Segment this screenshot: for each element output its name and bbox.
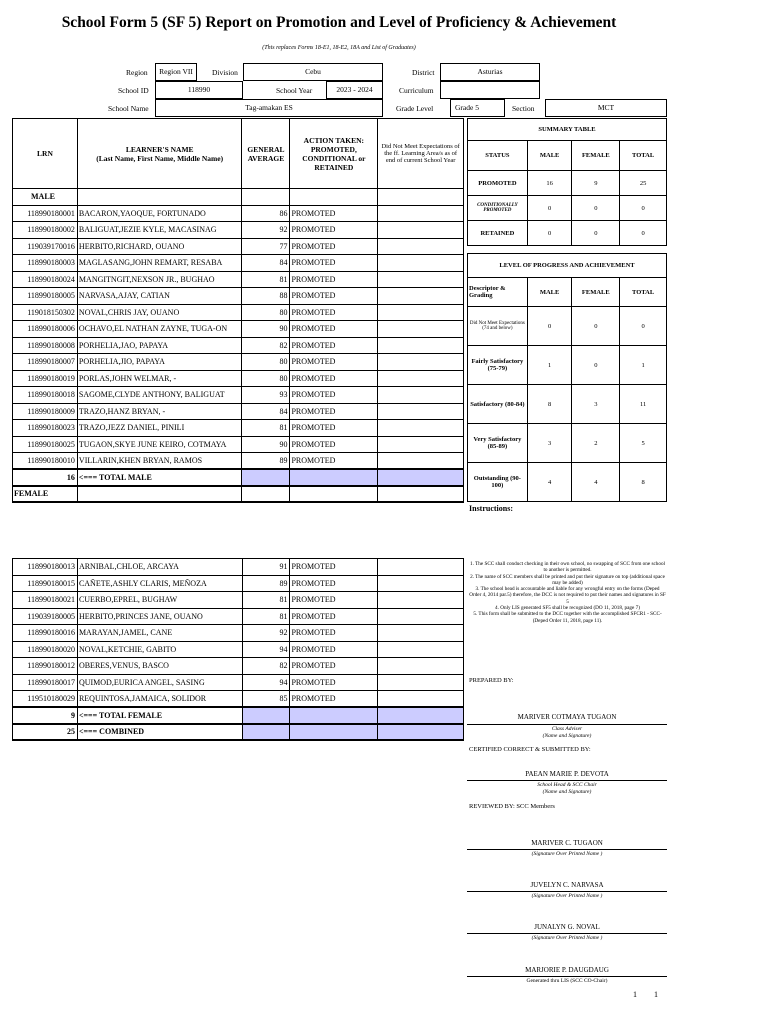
learner-lrn: 119510180029 xyxy=(13,691,78,708)
prepared-by-label: PREPARED BY: xyxy=(469,677,514,684)
col-name-header: LEARNER'S NAME (Last Name, First Name, Middle Name) xyxy=(77,119,242,189)
section-field: MCT xyxy=(545,99,667,117)
section-label: Section xyxy=(512,104,535,113)
reviewed-label: REVIEWED BY: SCC Members xyxy=(469,803,555,810)
learner-name: ARNIBAL,CHLOE, ARCAYA xyxy=(77,559,242,576)
instruction-item: 1. The SCC shall conduct checking in their own school, no swapping of SCC from one school to another is permitted. xyxy=(470,561,665,574)
table-row xyxy=(13,453,464,470)
table-row xyxy=(13,641,464,658)
learner-name: PORHELIA,JIO, PAPAYA xyxy=(77,354,242,371)
learner-lrn: 118990180019 xyxy=(13,370,78,387)
learner-name: OBERES,VENUS, BASCO xyxy=(77,658,242,675)
learner-average: 92 xyxy=(242,222,290,239)
district-label: District xyxy=(412,68,435,77)
learner-name: OCHAVO,EL NATHAN ZAYNE, TUGA-ON xyxy=(77,321,242,338)
learner-average: 82 xyxy=(242,658,290,675)
learner-average: 93 xyxy=(242,387,290,404)
learner-action: PROMOTED xyxy=(290,420,378,437)
learner-action: PROMOTED xyxy=(290,559,378,576)
learner-action: PROMOTED xyxy=(290,691,378,708)
learner-name: HERBITO,PRINCES JANE, OUANO xyxy=(77,608,242,625)
district-field: Asturias xyxy=(440,63,540,81)
progress-total: 1 xyxy=(620,346,667,385)
table-row xyxy=(13,304,464,321)
certified-label: CERTIFIED CORRECT & SUBMITTED BY: xyxy=(469,746,591,753)
summary-header-total: TOTAL xyxy=(620,141,667,171)
school-name-field: Tag-amakan ES xyxy=(155,99,383,117)
head-role: School Head & SCC Chair xyxy=(537,782,597,788)
table-row xyxy=(13,370,464,387)
adviser-name: MARIVER COTMAYA TUGAON xyxy=(517,713,617,721)
learner-lrn: 118990180012 xyxy=(13,658,78,675)
learner-action: PROMOTED xyxy=(290,321,378,338)
progress-female: 4 xyxy=(572,463,620,502)
adviser-sub: (Name and Signature) xyxy=(542,733,592,739)
summary-male: 0 xyxy=(527,221,572,246)
learner-lrn: 118990180021 xyxy=(13,592,78,609)
progress-female: 2 xyxy=(572,424,620,463)
combined-label: <=== COMBINED xyxy=(77,724,242,741)
instruction-item: 5. This form shall be submitted to the DCC together with the accomplished SFCR1 - SCC- (Deped Order 11, 2018, page 11). xyxy=(473,611,662,624)
member-1-name: MARIVER C. TUGAON xyxy=(531,839,603,847)
table-row xyxy=(13,592,464,609)
learner-action: PROMOTED xyxy=(290,354,378,371)
learner-action: PROMOTED xyxy=(290,592,378,609)
summary-header-male: MALE xyxy=(527,141,572,171)
male-section-label: MALE xyxy=(13,189,78,206)
instruction-item: 4. Only LIS generated SF5 shall be recognized (DO 11, 2018, page 7) xyxy=(495,605,640,612)
progress-desc: Satisfactory (80-84) xyxy=(468,385,528,424)
learner-name: NOVAL,KETCHIE, GABITO xyxy=(77,641,242,658)
learner-notmet xyxy=(378,222,464,239)
summary-table xyxy=(467,118,667,246)
learner-notmet xyxy=(378,337,464,354)
progress-male: 4 xyxy=(527,463,572,502)
progress-header-male: MALE xyxy=(527,278,572,307)
progress-row xyxy=(468,385,667,424)
table-row xyxy=(13,403,464,420)
female-section-label: FEMALE xyxy=(13,486,78,503)
progress-total: 0 xyxy=(620,307,667,346)
table-row xyxy=(13,337,464,354)
learner-average: 80 xyxy=(242,370,290,387)
learner-average: 89 xyxy=(242,575,290,592)
progress-header-female: FEMALE xyxy=(572,278,620,307)
learner-notmet xyxy=(378,403,464,420)
division-label: Division xyxy=(212,68,238,77)
member-2-name: JUVELYN C. NARVASA xyxy=(530,881,604,889)
combined-count: 25 xyxy=(13,724,78,741)
learner-action: PROMOTED xyxy=(290,674,378,691)
school-id-field: 118990 xyxy=(155,81,243,99)
col-notmet-header: Did Not Meet Expectations of the ff. Learning Area/s as of end of current School Year xyxy=(378,119,464,189)
learner-lrn: 118990180020 xyxy=(13,641,78,658)
co-chair-name: MARJORIE P. DAUGDAUG xyxy=(525,966,609,974)
learner-notmet xyxy=(378,238,464,255)
summary-header-status: STATUS xyxy=(468,141,528,171)
learner-notmet xyxy=(378,354,464,371)
learner-lrn: 118990180006 xyxy=(13,321,78,338)
summary-female: 9 xyxy=(572,171,620,196)
learner-action: PROMOTED xyxy=(290,436,378,453)
female-learners-table xyxy=(12,558,464,741)
table-row xyxy=(13,608,464,625)
learner-notmet xyxy=(378,559,464,576)
head-sub: (Name and Signature) xyxy=(542,789,592,795)
learner-lrn: 118990180001 xyxy=(13,205,78,222)
progress-header-total: TOTAL xyxy=(620,278,667,307)
progress-female: 3 xyxy=(572,385,620,424)
instruction-item: 2. The name of SCC members shall be printed and put their signature on top (additional space may be added) xyxy=(470,573,665,586)
learner-average: 89 xyxy=(242,453,290,470)
learner-average: 84 xyxy=(242,403,290,420)
learner-lrn: 118990180015 xyxy=(13,575,78,592)
learner-notmet xyxy=(378,370,464,387)
learner-notmet xyxy=(378,691,464,708)
page-total: 1 xyxy=(654,990,658,999)
learner-average: 90 xyxy=(242,321,290,338)
learner-action: PROMOTED xyxy=(290,370,378,387)
learner-notmet xyxy=(378,453,464,470)
page-number: 1 xyxy=(633,990,637,999)
school-name-label: School Name xyxy=(108,104,149,113)
progress-row xyxy=(468,424,667,463)
summary-male: 0 xyxy=(527,196,572,221)
learner-lrn: 119039180005 xyxy=(13,608,78,625)
progress-male: 3 xyxy=(527,424,572,463)
learner-average: 81 xyxy=(242,420,290,437)
school-id-label: School ID xyxy=(118,86,149,95)
learner-action: PROMOTED xyxy=(290,337,378,354)
school-year-field: 2023 - 2024 xyxy=(326,81,383,99)
total-male-label: <=== TOTAL MALE xyxy=(77,469,242,486)
summary-row xyxy=(468,196,667,221)
learner-action: PROMOTED xyxy=(290,658,378,675)
member-1-sub: (Signature Over Printed Name ) xyxy=(531,851,603,857)
learner-average: 84 xyxy=(242,255,290,272)
summary-male: 16 xyxy=(527,171,572,196)
progress-title: LEVEL OF PROGRESS AND ACHIEVEMENT xyxy=(468,254,667,278)
learner-average: 80 xyxy=(242,354,290,371)
learner-average: 94 xyxy=(242,674,290,691)
learner-action: PROMOTED xyxy=(290,304,378,321)
learner-lrn: 118990180005 xyxy=(13,288,78,305)
learner-lrn: 119018150302 xyxy=(13,304,78,321)
table-row xyxy=(13,625,464,642)
learner-action: PROMOTED xyxy=(290,205,378,222)
learner-action: PROMOTED xyxy=(290,641,378,658)
learner-average: 81 xyxy=(242,608,290,625)
learner-name: HERBITO,RICHARD, OUANO xyxy=(77,238,242,255)
table-row xyxy=(13,674,464,691)
summary-status: PROMOTED xyxy=(468,171,528,196)
learner-notmet xyxy=(378,271,464,288)
learner-name: MARAYAN,JAMEL, CANE xyxy=(77,625,242,642)
progress-row xyxy=(468,463,667,502)
member-2-sub: (Signature Over Printed Name ) xyxy=(531,893,603,899)
table-row xyxy=(13,288,464,305)
table-row xyxy=(13,205,464,222)
progress-row xyxy=(468,346,667,385)
progress-row xyxy=(468,307,667,346)
progress-desc: Did Not Meet Expectations (74 and below) xyxy=(468,307,528,346)
total-female-label: <=== TOTAL FEMALE xyxy=(77,707,242,724)
total-male-count: 16 xyxy=(13,469,78,486)
instruction-item: 3. The school head is accountable and liable for any wrongful entry on the forms (Deped Order 4, 2014 par.5) therefore, the DCC is not required to put their names and signatures in SF 5 xyxy=(469,586,666,605)
learner-name: TRAZO,HANZ BRYAN, - xyxy=(77,403,242,420)
summary-header-female: FEMALE xyxy=(572,141,620,171)
col-lrn-header: LRN xyxy=(13,119,78,189)
learner-lrn: 118990180024 xyxy=(13,271,78,288)
learner-notmet xyxy=(378,641,464,658)
learner-name: VILLARIN,KHEN BRYAN, RAMOS xyxy=(77,453,242,470)
learner-lrn: 118990180018 xyxy=(13,387,78,404)
learner-average: 81 xyxy=(242,271,290,288)
progress-desc: Fairly Satisfactory (75-79) xyxy=(468,346,528,385)
learner-name: NARVASA,AJAY, CATIAN xyxy=(77,288,242,305)
table-row xyxy=(13,354,464,371)
summary-status: RETAINED xyxy=(468,221,528,246)
learner-name: TUGAON,SKYE JUNE KEIRO, COTMAYA xyxy=(77,436,242,453)
learner-lrn: 118990180003 xyxy=(13,255,78,272)
learner-average: 90 xyxy=(242,436,290,453)
progress-male: 8 xyxy=(527,385,572,424)
learner-notmet xyxy=(378,205,464,222)
learner-notmet xyxy=(378,608,464,625)
learner-action: PROMOTED xyxy=(290,255,378,272)
table-row xyxy=(13,436,464,453)
learner-notmet xyxy=(378,625,464,642)
learner-lrn: 118990180010 xyxy=(13,453,78,470)
table-row xyxy=(13,387,464,404)
learner-average: 88 xyxy=(242,288,290,305)
progress-header-desc: Descriptor & Grading xyxy=(468,278,528,307)
region-field: Region VII xyxy=(155,63,197,81)
col-action-header: ACTION TAKEN: PROMOTED, CONDITIONAL or RETAINED xyxy=(290,119,378,189)
learner-action: PROMOTED xyxy=(290,608,378,625)
progress-female: 0 xyxy=(572,307,620,346)
table-row xyxy=(13,658,464,675)
progress-desc: Very Satisfactory (85-89) xyxy=(468,424,528,463)
progress-female: 0 xyxy=(572,346,620,385)
table-row xyxy=(13,271,464,288)
summary-female: 0 xyxy=(572,196,620,221)
table-row xyxy=(13,575,464,592)
table-row xyxy=(13,691,464,708)
table-row xyxy=(13,559,464,576)
learner-lrn: 118990180016 xyxy=(13,625,78,642)
head-name: PAEAN MARIE P. DEVOTA xyxy=(525,770,609,778)
learner-notmet xyxy=(378,420,464,437)
learner-average: 82 xyxy=(242,337,290,354)
learner-average: 81 xyxy=(242,592,290,609)
table-row xyxy=(13,238,464,255)
page-title: School Form 5 (SF 5) Report on Promotion and Level of Proficiency & Achievement xyxy=(61,14,617,31)
progress-desc: Outstanding (90-100) xyxy=(468,463,528,502)
learner-lrn: 118990180007 xyxy=(13,354,78,371)
summary-female: 0 xyxy=(572,221,620,246)
division-field: Cebu xyxy=(243,63,383,81)
learner-notmet xyxy=(378,321,464,338)
table-row xyxy=(13,255,464,272)
learner-name: NOVAL,CHRIS JAY, OUANO xyxy=(77,304,242,321)
learner-name: SAGOME,CLYDE ANTHONY, BALIGUAT xyxy=(77,387,242,404)
table-row xyxy=(13,420,464,437)
learner-action: PROMOTED xyxy=(290,271,378,288)
learner-name: PORHELIA,JAO, PAPAYA xyxy=(77,337,242,354)
learner-average: 94 xyxy=(242,641,290,658)
learner-average: 92 xyxy=(242,625,290,642)
learner-average: 85 xyxy=(242,691,290,708)
learner-average: 80 xyxy=(242,304,290,321)
learner-lrn: 118990180002 xyxy=(13,222,78,239)
curriculum-field xyxy=(440,81,540,99)
learner-lrn: 119039170016 xyxy=(13,238,78,255)
progress-total: 5 xyxy=(620,424,667,463)
summary-status: CONDITIONALLY PROMOTED xyxy=(468,196,528,221)
learner-lrn: 118990180017 xyxy=(13,674,78,691)
learner-notmet xyxy=(378,658,464,675)
learner-name: CAÑETE,ASHLY CLARIS, MEÑOZA xyxy=(77,575,242,592)
progress-table xyxy=(467,253,667,502)
learner-notmet xyxy=(378,592,464,609)
page-subtitle: (This replaces Forms 18-E1, 18-E2, 18A and List of Graduates) xyxy=(262,45,416,51)
male-learners-table xyxy=(12,118,464,503)
adviser-role: Class Adviser xyxy=(551,726,583,732)
col-average-header: GENERAL AVERAGE xyxy=(242,119,290,189)
learner-notmet xyxy=(378,674,464,691)
learner-action: PROMOTED xyxy=(290,625,378,642)
learner-name: BACARON,YAOQUE, FORTUNADO xyxy=(77,205,242,222)
summary-total: 0 xyxy=(620,196,667,221)
learner-notmet xyxy=(378,255,464,272)
school-year-label: School Year xyxy=(276,86,313,95)
learner-action: PROMOTED xyxy=(290,575,378,592)
learner-notmet xyxy=(378,436,464,453)
curriculum-label: Curriculum xyxy=(399,86,434,95)
learner-average: 91 xyxy=(242,559,290,576)
learner-action: PROMOTED xyxy=(290,238,378,255)
learner-notmet xyxy=(378,387,464,404)
learner-lrn: 118990180025 xyxy=(13,436,78,453)
learner-action: PROMOTED xyxy=(290,387,378,404)
learner-lrn: 118990180013 xyxy=(13,559,78,576)
learner-name: REQUINTOSA,JAMAICA, SOLIDOR xyxy=(77,691,242,708)
progress-male: 1 xyxy=(527,346,572,385)
progress-total: 11 xyxy=(620,385,667,424)
learner-name: CUERBO,EPREL, BUGHAW xyxy=(77,592,242,609)
member-3-sub: (Signature Over Printed Name ) xyxy=(531,935,603,941)
learner-name: MANGITNGIT,NEXSON JR., BUGHAO xyxy=(77,271,242,288)
summary-row xyxy=(468,171,667,196)
learner-notmet xyxy=(378,304,464,321)
summary-total: 0 xyxy=(620,221,667,246)
learner-lrn: 118990180023 xyxy=(13,420,78,437)
progress-male: 0 xyxy=(527,307,572,346)
summary-title: SUMMARY TABLE xyxy=(468,119,667,141)
learner-name: QUIMOD,EURICA ANGEL, SASING xyxy=(77,674,242,691)
learner-name: BALIGUAT,JEZIE KYLE, MACASINAG xyxy=(77,222,242,239)
learner-average: 86 xyxy=(242,205,290,222)
member-3-name: JUNALYN G. NOVAL xyxy=(534,923,600,931)
learner-action: PROMOTED xyxy=(290,222,378,239)
table-row xyxy=(13,321,464,338)
learner-lrn: 118990180009 xyxy=(13,403,78,420)
summary-row xyxy=(468,221,667,246)
learner-action: PROMOTED xyxy=(290,453,378,470)
learner-action: PROMOTED xyxy=(290,288,378,305)
grade-level-field: Grade 5 xyxy=(450,99,505,117)
learner-notmet xyxy=(378,575,464,592)
learner-average: 77 xyxy=(242,238,290,255)
summary-total: 25 xyxy=(620,171,667,196)
co-chair-sub: Generated thru LIS (SCC CO-Chair) xyxy=(526,978,608,984)
total-female-count: 9 xyxy=(13,707,78,724)
table-row xyxy=(13,222,464,239)
instructions-list xyxy=(469,561,666,624)
learner-action: PROMOTED xyxy=(290,403,378,420)
learner-name: MAGLASANG,JOHN REMART, RESABA xyxy=(77,255,242,272)
learner-notmet xyxy=(378,288,464,305)
learner-name: TRAZO,JEZZ DANIEL, PINILI xyxy=(77,420,242,437)
instructions-label: Instructions: xyxy=(469,504,514,513)
progress-total: 8 xyxy=(620,463,667,502)
grade-level-label: Grade Level xyxy=(396,104,434,113)
region-label: Region xyxy=(126,68,148,77)
learner-name: PORLAS,JOHN WELMAR, - xyxy=(77,370,242,387)
learner-lrn: 118990180008 xyxy=(13,337,78,354)
